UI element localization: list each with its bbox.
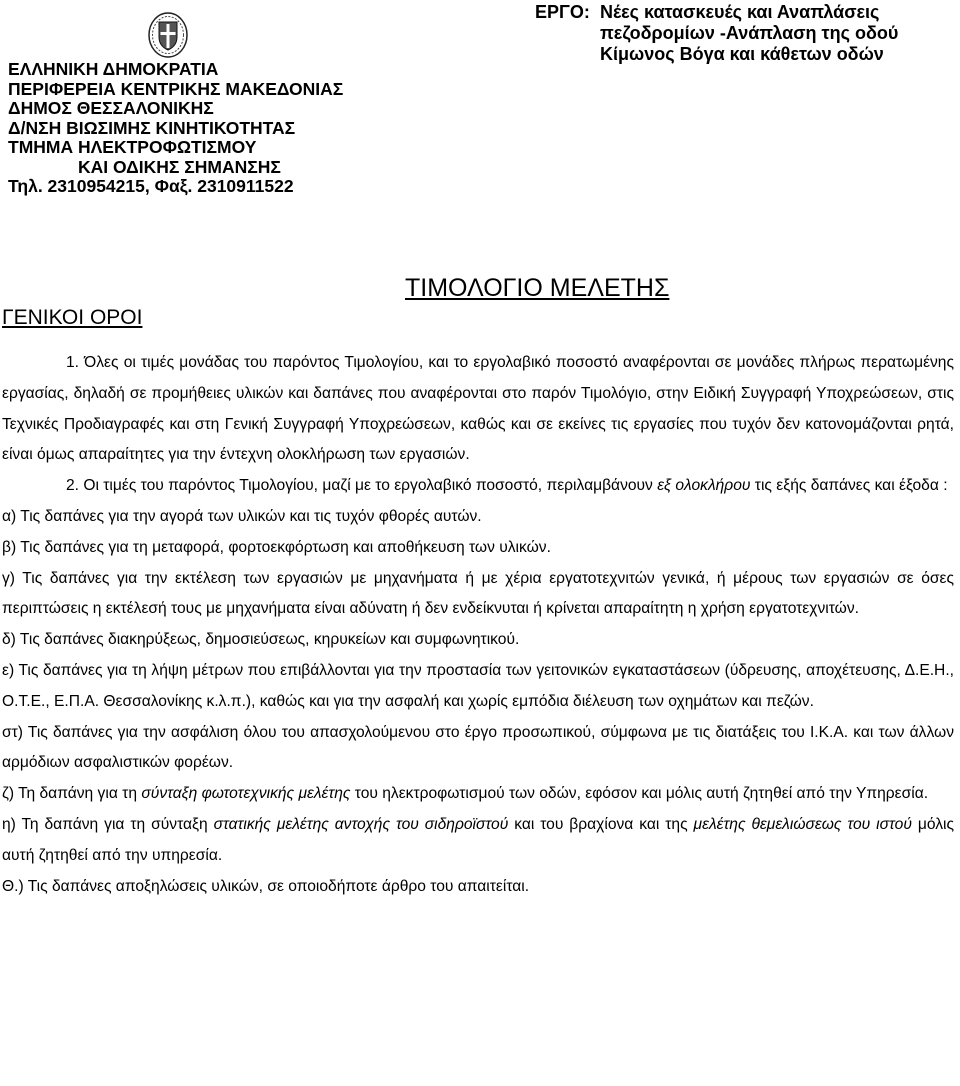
greek-republic-emblem-icon <box>148 12 188 58</box>
issuing-authority-block <box>8 60 343 197</box>
authority-line: ΠΕΡΙΦΕΡΕΙΑ ΚΕΝΤΡΙΚΗΣ ΜΑΚΕΔΟΝΙΑΣ <box>8 78 344 99</box>
authority-line: ΕΛΛΗΝΙΚΗ ΔΗΜΟΚΡΑΤΙΑ <box>8 59 219 79</box>
item-b: β) Τις δαπάνες για τη μεταφορά, φορτοεκφόρτωση και αποθήκευση των υλικών. <box>2 538 551 556</box>
authority-line: ΤΜΗΜΑ ΗΛΕΚΤΡΟΦΩΤΙΣΜΟΥ <box>8 137 257 157</box>
text-run: μόλις αυτή ζητηθεί από την υπηρεσία. <box>2 815 954 864</box>
item-h <box>2 810 954 872</box>
paragraph-2 <box>2 471 954 502</box>
item-d: δ) Τις δαπάνες διακηρύξεως, δημοσιεύσεως, κηρυκείων και συμφωνητικού. <box>2 631 520 649</box>
authority-line: Δ/ΝΣΗ ΒΙΩΣΙΜΗΣ ΚΙΝΗΤΙΚΟΤΗΤΑΣ <box>8 117 296 138</box>
item-e: ε) Τις δαπάνες για τη λήψη μέτρων που επιβάλλονται για την προστασία των γειτονικών εγκαταστάσεων (ύδρευσης, αποχέτευσης, Δ.Ε.Η., Ο.Τ.Ε., Ε.Π.Α. Θεσσαλονίκης κ.λ.π.), καθώς και για την ασφαλή και χωρίς εμπόδια διέλευση των οχημάτων και πεζών. <box>2 661 954 710</box>
text-run: του ηλεκτροφωτισμού των οδών, εφόσον και μόλις αυτή ζητηθεί από την Υπηρεσία. <box>350 785 929 803</box>
item-z <box>2 779 954 810</box>
project-label: ΕΡΓΟ: <box>535 2 590 22</box>
emphasis: εξ ολοκλήρου <box>657 477 751 495</box>
project-block <box>535 2 900 65</box>
text-run: 2. Οι τιμές του παρόντος Τιμολογίου, μαζί με το εργολαβικό ποσοστό, περιλαμβάνουν <box>66 477 658 495</box>
authority-line: ΔΗΜΟΣ ΘΕΣΣΑΛΟΝΙΚΗΣ <box>8 98 214 118</box>
paragraph-1: 1. Όλες οι τιμές μονάδας του παρόντος Τιμολογίου, και το εργολαβικό ποσοστό αναφέρονται σε μονάδες πλήρως περατωμένης εργασίας, δηλαδή σε προμήθειες υλικών και δαπάνες που αναφέρονται στο παρόν Τιμολόγιο, στην Ειδική Συγγραφή Υποχρεώσεων, στις Τεχνικές Προδιαγραφές και στη Γενική Συγγραφή Υποχρεώσεων, καθώς και σε εκείνες τις εργασίες που τυχόν δεν κατονομάζονται ρητά, είναι όμως απαραίτητες για την έντεχνη ολοκλήρωση των εργασιών. <box>2 354 954 464</box>
document-title: ΤΙΜΟΛΟΓΙΟ ΜΕΛΕΤΗΣ <box>405 274 670 302</box>
emphasis: στατικής μελέτης αντοχής του σιδηροϊστού <box>213 815 509 833</box>
text-run: η) Τη δαπάνη για τη σύνταξη <box>2 815 214 833</box>
section-heading: ΓΕΝΙΚΟΙ ΟΡΟΙ <box>2 306 143 329</box>
text-run: ζ) Τη δαπάνη για τη <box>2 785 142 803</box>
text-run: και του βραχίονα και της <box>508 815 694 833</box>
emphasis: μελέτης θεμελιώσεως του ιστού <box>693 815 912 833</box>
item-th: Θ.) Τις δαπάνες αποξηλώσεις υλικών, σε οποιοδήποτε άρθρο του απαιτείται. <box>2 877 530 895</box>
contact-line: Τηλ. 2310954215, Φαξ. 2310911522 <box>8 176 294 196</box>
terms-body <box>2 348 954 902</box>
project-title: Νέες κατασκευές και Αναπλάσεις πεζοδρομίων -Ανάπλαση της οδού Κίμωνος Βόγα και κάθετων οδών <box>600 2 899 64</box>
authority-line: ΚΑΙ ΟΔΙΚΗΣ ΣΗΜΑΝΣΗΣ <box>78 156 281 177</box>
emphasis: σύνταξη φωτοτεχνικής μελέτης <box>141 785 351 803</box>
item-c: γ) Τις δαπάνες για την εκτέλεση των εργασιών με μηχανήματα ή με χέρια εργατοτεχνιτών γενικά, ή μέρους των εργασιών σε όσες περιπτώσεις η εκτέλεσή τους με μηχανήματα είναι αδύνατη ή δεν ενδείκνυται ή κρίνεται απαραίτητη η χρήση εργατοτεχνιτών. <box>2 569 954 618</box>
item-a: α) Τις δαπάνες για την αγορά των υλικών και τις τυχόν φθορές αυτών. <box>2 507 482 525</box>
text-run: τις εξής δαπάνες και έξοδα : <box>750 477 948 495</box>
item-st: στ) Τις δαπάνες για την ασφάλιση όλου του απασχολούμενου στο έργο προσωπικού, σύμφωνα με τις διατάξεις του Ι.Κ.Α. και των άλλων αρμόδιων ασφαλιστικών φορέων. <box>2 723 954 772</box>
